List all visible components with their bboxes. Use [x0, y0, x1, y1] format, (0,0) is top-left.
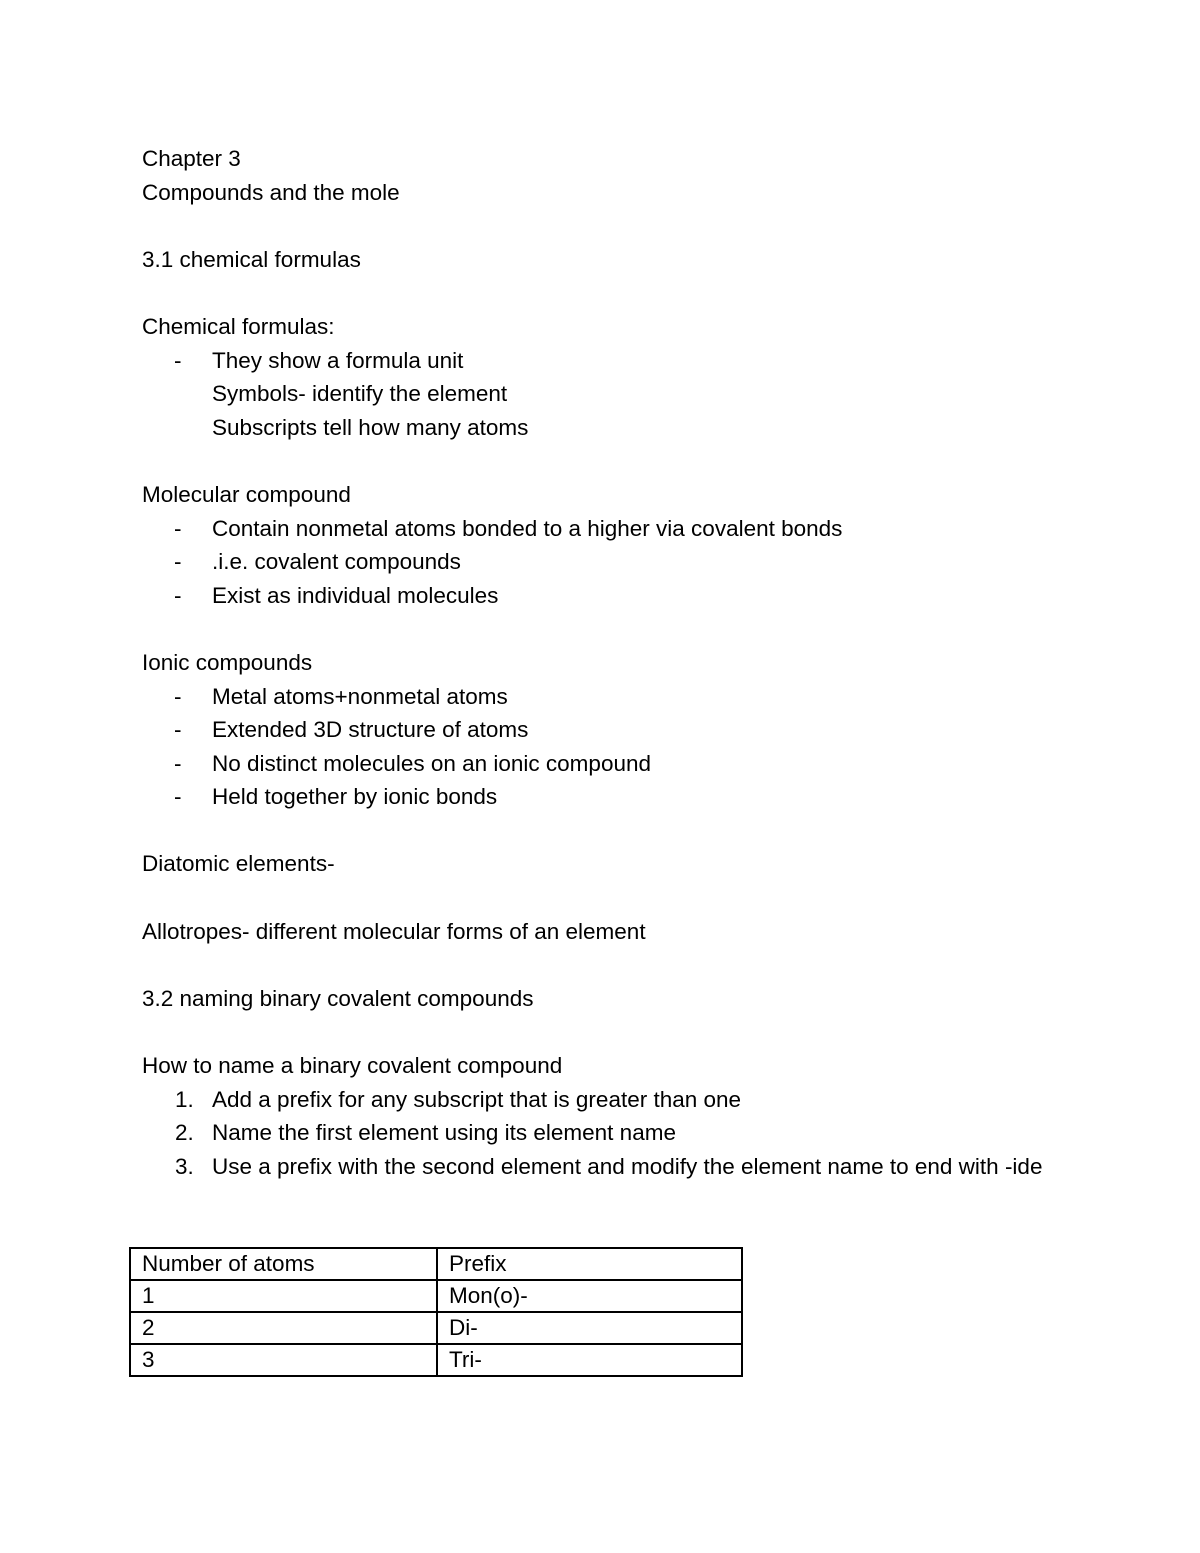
bullet-dash: -: [174, 515, 182, 541]
allotropes-definition: Allotropes- different molecular forms of an element: [142, 918, 646, 944]
list-item: - Metal atoms+nonmetal atoms: [142, 680, 1072, 714]
bullet-dash: -: [174, 717, 182, 743]
diatomic-elements: Diatomic elements-: [142, 851, 335, 877]
table-row: [130, 1344, 742, 1376]
table-cell: Mon(o)-: [437, 1280, 742, 1312]
list-item-text: They show a formula unit: [212, 347, 464, 373]
bullet-dash: -: [174, 784, 182, 810]
numbered-step: [142, 1116, 1072, 1150]
ionic-compounds-heading: Ionic compounds: [142, 649, 313, 675]
table-header-row: [130, 1248, 742, 1280]
table-cell: 1: [130, 1280, 437, 1312]
numbered-step: [142, 1083, 1072, 1117]
step-number: 1.: [175, 1086, 194, 1112]
table-header-cell: Number of atoms: [130, 1248, 437, 1280]
list-item: - Exist as individual molecules: [142, 579, 1072, 613]
section-heading-3-1: 3.1 chemical formulas: [142, 246, 361, 272]
list-item: - .i.e. covalent compounds: [142, 545, 1072, 579]
chapter-title: Compounds and the mole: [142, 179, 400, 205]
numbered-step: [142, 1150, 1072, 1184]
table-row: [130, 1312, 742, 1344]
step-number: 3.: [175, 1153, 194, 1179]
list-item-continuation: Symbols- identify the element: [212, 381, 508, 407]
list-item: - Contain nonmetal atoms bonded to a higher via covalent bonds: [142, 512, 1072, 546]
list-item-continuation: Subscripts tell how many atoms: [212, 414, 529, 440]
bullet-dash: -: [174, 347, 182, 373]
list-item: - No distinct molecules on an ionic compound: [142, 747, 1072, 781]
list-item: - Held together by ionic bonds: [142, 780, 1072, 814]
table-cell: Tri-: [437, 1344, 742, 1376]
chemical-formulas-heading: Chemical formulas:: [142, 313, 335, 339]
prefix-table: [129, 1247, 743, 1377]
step-number: 2.: [175, 1120, 194, 1146]
section-heading-3-2: 3.2 naming binary covalent compounds: [142, 985, 534, 1011]
chapter-label: Chapter 3: [142, 146, 241, 171]
step-text: Add a prefix for any subscript that is greater than one: [212, 1086, 742, 1112]
table-cell: Di-: [437, 1312, 742, 1344]
document-page: [142, 142, 1072, 1183]
list-item: [142, 344, 1072, 378]
table-row: [130, 1280, 742, 1312]
bullet-dash: -: [174, 750, 182, 776]
table-header-cell: Prefix: [437, 1248, 742, 1280]
howto-heading: How to name a binary covalent compound: [142, 1053, 563, 1079]
bullet-dash: -: [174, 683, 182, 709]
bullet-dash: -: [174, 582, 182, 608]
molecular-compound-heading: Molecular compound: [142, 481, 351, 507]
bullet-dash: -: [174, 549, 182, 575]
list-item: - Extended 3D structure of atoms: [142, 713, 1072, 747]
step-text: Use a prefix with the second element and modify the element name to end with -ide: [212, 1153, 1043, 1179]
table-cell: 2: [130, 1312, 437, 1344]
table-cell: 3: [130, 1344, 437, 1376]
step-text: Name the first element using its element name: [212, 1120, 676, 1146]
